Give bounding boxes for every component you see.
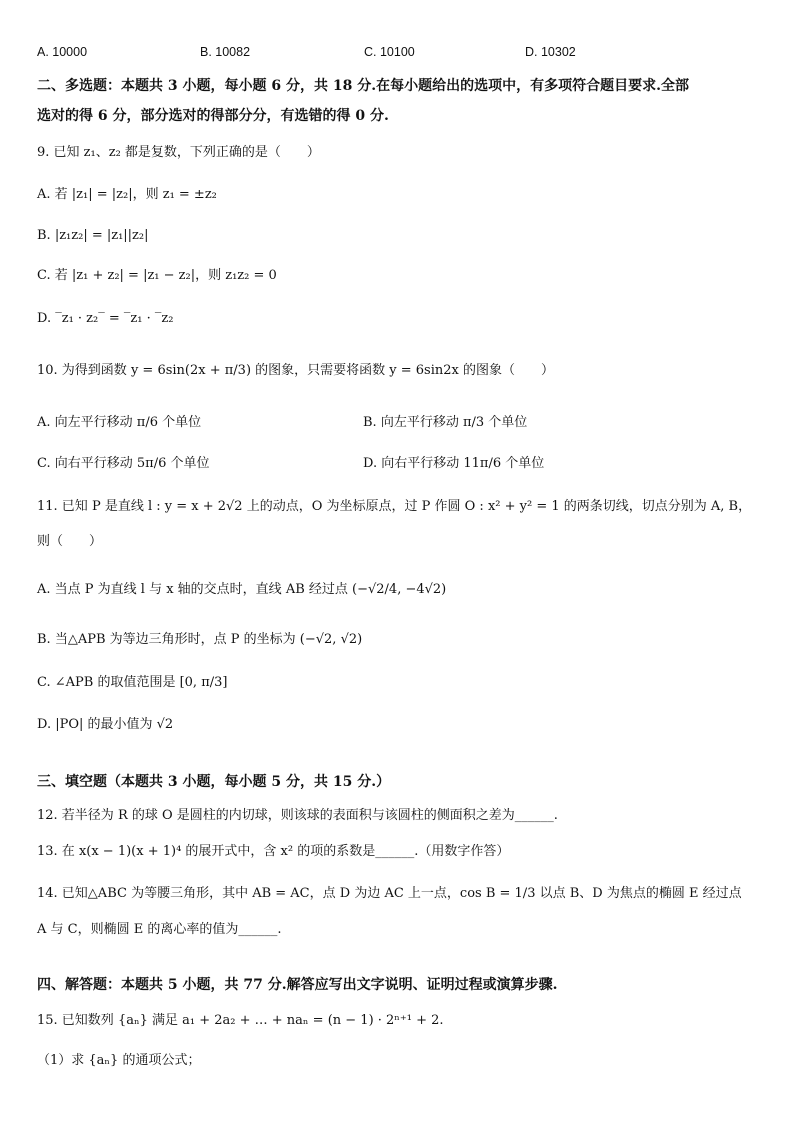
section4-heading: 四、解答题：本题共 5 小题，共 77 分.解答应写出文字说明、证明过程或演算步骤. — [37, 977, 558, 993]
q12-text: 12. 若半径为 R 的球 O 是圆柱的内切球，则该球的表面积与该圆柱的侧面积之差为______. — [37, 808, 558, 823]
q11-stem-line2: 则（ ） — [37, 534, 103, 549]
q9-stem: 9. 已知 z₁、z₂ 都是复数，下列正确的是（ ） — [37, 145, 320, 160]
q13-text: 13. 在 x(x − 1)(x + 1)⁴ 的展开式中，含 x² 的项的系数是______.（用数字作答） — [37, 844, 510, 859]
section3-heading: 三、填空题（本题共 3 小题，每小题 5 分，共 15 分.） — [37, 774, 391, 790]
q15-stem: 15. 已知数列 {aₙ} 满足 a₁ + 2a₂ + … + naₙ = (n − 1) · 2ⁿ⁺¹ + 2. — [37, 1013, 444, 1028]
q11-option-c: C. ∠APB 的取值范围是 [0, π/3] — [37, 675, 228, 690]
q8-option-d: D. 10302 — [525, 45, 576, 59]
q9-option-b: B. |z₁z₂| = |z₁||z₂| — [37, 228, 149, 243]
q9-option-a: A. 若 |z₁| = |z₂|，则 z₁ = ±z₂ — [37, 187, 217, 202]
q15-part1: （1）求 {aₙ} 的通项公式； — [37, 1053, 201, 1068]
q9-option-c: C. 若 |z₁ + z₂| = |z₁ − z₂|，则 z₁z₂ = 0 — [37, 268, 277, 283]
q10-option-d: D. 向右平行移动 11π/6 个单位 — [363, 456, 545, 471]
q8-option-b: B. 10082 — [200, 45, 251, 59]
section2-heading-line2: 选对的得 6 分，部分选对的得部分分，有选错的得 0 分. — [37, 108, 389, 124]
q10-option-b: B. 向左平行移动 π/3 个单位 — [363, 415, 528, 430]
q14-line1: 14. 已知△ABC 为等腰三角形，其中 AB = AC，点 D 为边 AC 上一点，cos B = 1/3 以点 B、D 为焦点的椭圆 E 经过点 — [37, 886, 742, 901]
q14-line2: A 与 C，则椭圆 E 的离心率的值为______. — [37, 922, 282, 937]
q10-stem: 10. 为得到函数 y = 6sin(2x + π/3) 的图象，只需要将函数 y = 6sin2x 的图象（ ） — [37, 363, 554, 378]
section2-heading-line1: 二、多选题：本题共 3 小题，每小题 6 分，共 18 分.在每小题给出的选项中，有多项符合题目要求.全部 — [37, 78, 689, 94]
q9-option-d: D. ‾z₁ · z₂‾ = ‾z₁ · ‾z₂ — [37, 311, 174, 326]
q11-stem-line1: 11. 已知 P 是直线 l : y = x + 2√2 上的动点，O 为坐标原点，过 P 作圆 O : x² + y² = 1 的两条切线，切点分别为 A, B， — [37, 499, 752, 514]
q11-option-b: B. 当△APB 为等边三角形时，点 P 的坐标为 (−√2, √2) — [37, 632, 363, 647]
q8-option-c: C. 10100 — [364, 45, 415, 59]
q10-option-c: C. 向右平行移动 5π/6 个单位 — [37, 456, 210, 471]
q11-option-d: D. |PO| 的最小值为 √2 — [37, 717, 174, 732]
q8-option-a: A. 10000 — [37, 45, 88, 59]
q11-option-a: A. 当点 P 为直线 l 与 x 轴的交点时，直线 AB 经过点 (−√2/4, −4√2) — [37, 582, 447, 597]
q10-option-a: A. 向左平行移动 π/6 个单位 — [37, 415, 202, 430]
